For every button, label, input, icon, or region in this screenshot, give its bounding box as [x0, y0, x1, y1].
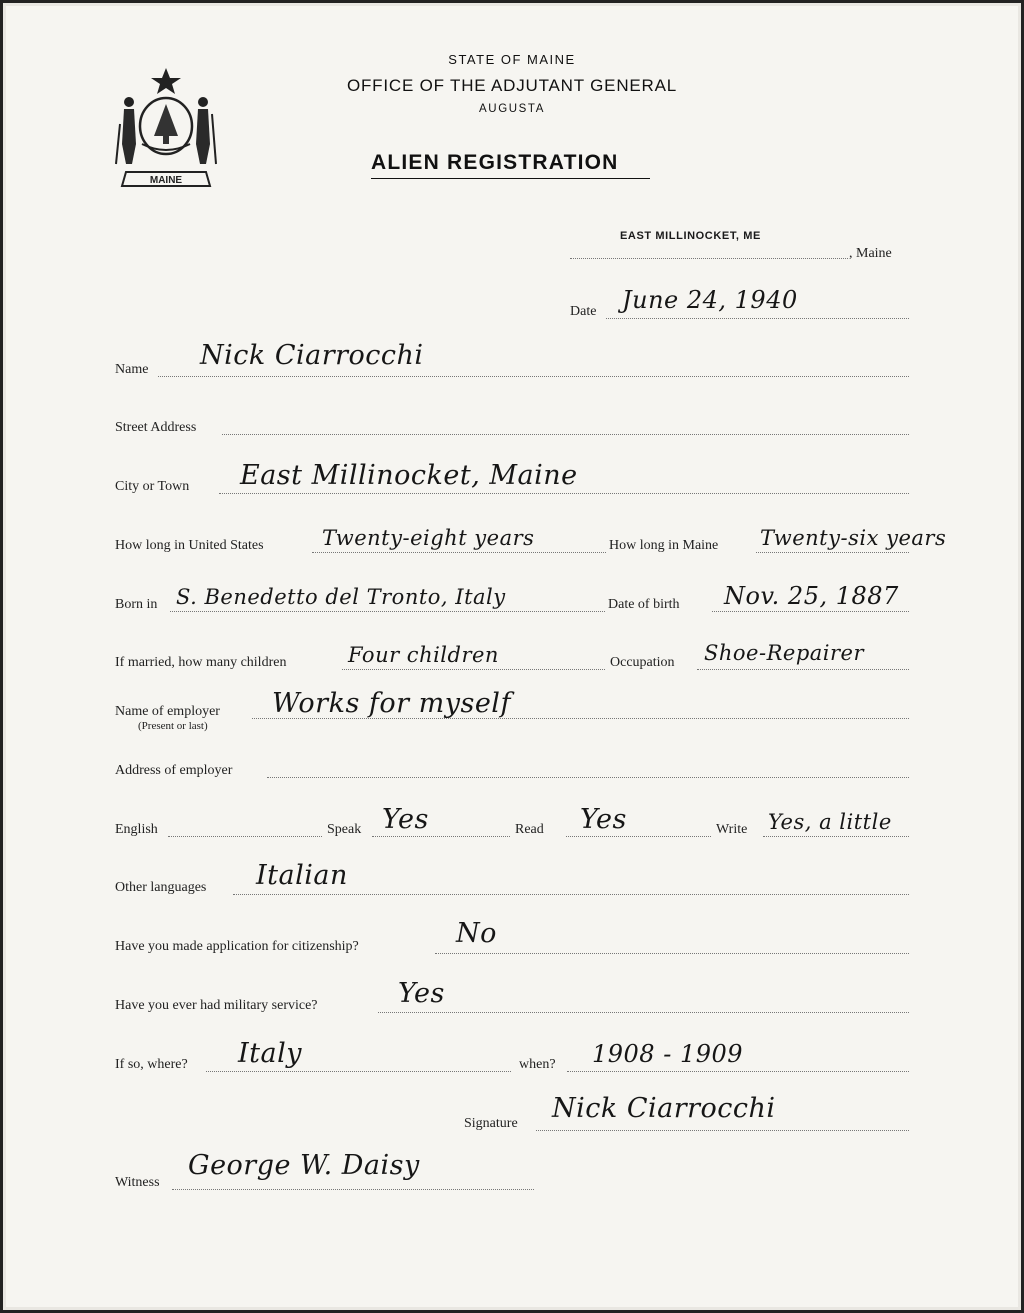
employer-value: Works for myself — [272, 688, 511, 719]
city-heading: AUGUSTA — [479, 103, 545, 115]
write-label: Write — [716, 822, 748, 837]
city-line — [219, 493, 909, 494]
children-label: If married, how many children — [115, 655, 287, 670]
where-label: If so, where? — [115, 1057, 188, 1072]
how-long-maine-value: Twenty-six years — [760, 526, 947, 550]
born-in-value: S. Benedetto del Tronto, Italy — [176, 585, 506, 609]
location-suffix: , Maine — [849, 246, 892, 261]
witness-line — [172, 1189, 534, 1190]
witness-label: Witness — [115, 1175, 160, 1190]
how-long-maine-line — [756, 552, 909, 553]
born-in-label: Born in — [115, 597, 158, 612]
employer-address-label: Address of employer — [115, 763, 233, 778]
location-line — [570, 258, 848, 259]
read-value: Yes — [580, 804, 627, 835]
occupation-label: Occupation — [610, 655, 675, 670]
children-value: Four children — [348, 643, 499, 667]
city-label: City or Town — [115, 479, 190, 494]
street-line — [222, 434, 909, 435]
how-long-us-value: Twenty-eight years — [322, 526, 535, 550]
date-label: Date — [570, 304, 597, 319]
employer-address-line — [267, 777, 909, 778]
name-value: Nick Ciarrocchi — [200, 340, 424, 371]
name-line — [158, 376, 909, 377]
name-label: Name — [115, 362, 149, 377]
english-label: English — [115, 822, 158, 837]
city-value: East Millinocket, Maine — [240, 460, 578, 491]
when-line — [567, 1071, 909, 1072]
occupation-line — [697, 669, 909, 670]
employer-note: (Present or last) — [138, 720, 208, 732]
speak-line — [372, 836, 510, 837]
occupation-value: Shoe-Repairer — [704, 641, 865, 665]
how-long-us-line — [312, 552, 606, 553]
children-line — [342, 669, 605, 670]
other-languages-line — [233, 894, 909, 895]
when-label: when? — [519, 1057, 556, 1072]
write-value: Yes, a little — [768, 810, 892, 834]
citizenship-value: No — [456, 918, 497, 949]
english-line — [168, 836, 322, 837]
read-line — [566, 836, 711, 837]
read-label: Read — [515, 822, 544, 837]
date-value: June 24, 1940 — [622, 286, 798, 314]
signature-line — [536, 1130, 909, 1131]
speak-label: Speak — [327, 822, 362, 837]
employer-label: Name of employer — [115, 704, 220, 719]
speak-value: Yes — [382, 804, 429, 835]
where-line — [206, 1071, 511, 1072]
when-value: 1908 - 1909 — [592, 1040, 744, 1068]
citizenship-label: Have you made application for citizenship? — [115, 939, 359, 954]
witness-value: George W. Daisy — [188, 1150, 420, 1181]
signature-value: Nick Ciarrocchi — [552, 1093, 776, 1124]
how-long-maine-label: How long in Maine — [609, 538, 719, 553]
date-of-birth-label: Date of birth — [608, 597, 680, 612]
street-label: Street Address — [115, 420, 197, 435]
date-line — [606, 318, 909, 319]
form-title: ALIEN REGISTRATION — [371, 151, 650, 179]
citizenship-line — [435, 953, 909, 954]
write-line — [763, 836, 909, 837]
born-in-line — [170, 611, 605, 612]
date-of-birth-value: Nov. 25, 1887 — [724, 582, 899, 610]
date-of-birth-line — [712, 611, 909, 612]
office-heading: OFFICE OF THE ADJUTANT GENERAL — [346, 76, 678, 95]
military-label: Have you ever had military service? — [115, 998, 318, 1013]
other-languages-value: Italian — [256, 860, 348, 891]
where-value: Italy — [238, 1038, 303, 1069]
military-line — [378, 1012, 909, 1013]
other-languages-label: Other languages — [115, 880, 207, 895]
state-heading: STATE OF MAINE — [448, 52, 576, 67]
military-value: Yes — [398, 978, 445, 1009]
how-long-us-label: How long in United States — [115, 538, 264, 553]
signature-label: Signature — [464, 1116, 518, 1131]
location-stamp: EAST MILLINOCKET, ME — [620, 230, 761, 242]
svg-text:MAINE: MAINE — [149, 175, 183, 186]
